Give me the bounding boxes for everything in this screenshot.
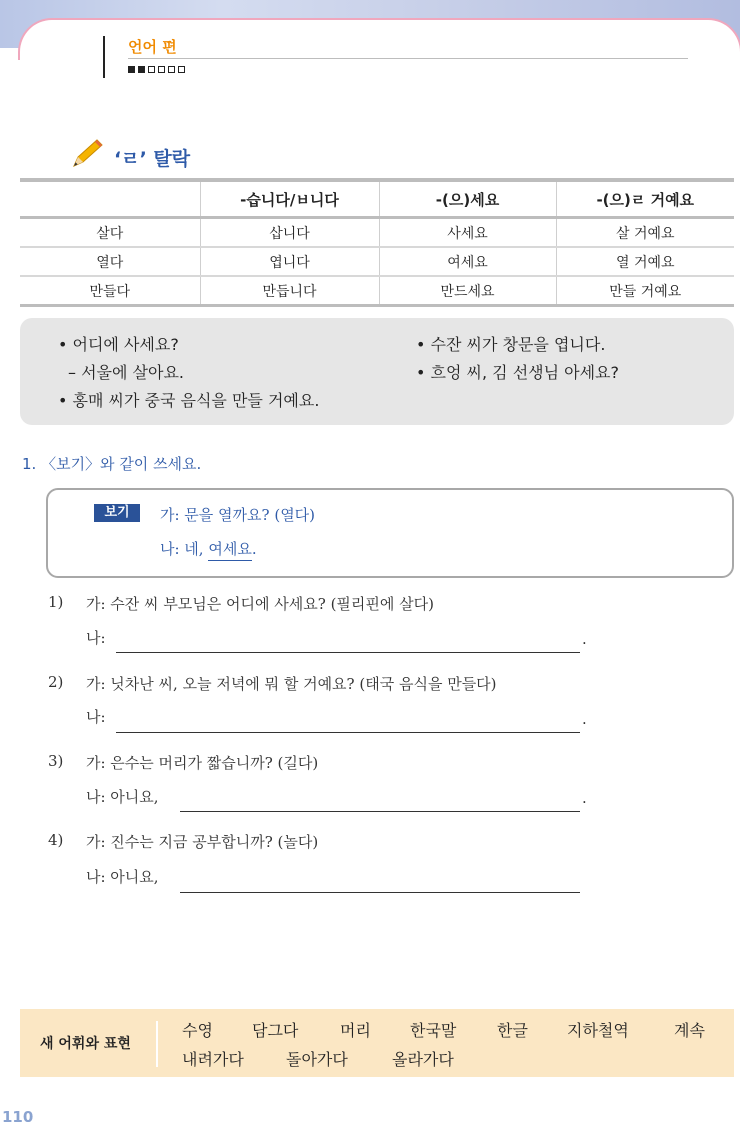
example-answer-line xyxy=(160,538,257,559)
table-cell: 여세요 xyxy=(379,247,556,276)
table-header-row xyxy=(20,180,734,218)
column-header: -(으)ㄹ 거예요 xyxy=(556,180,734,218)
vocab-word: 한국말 xyxy=(410,1021,457,1040)
item-end-mark: . xyxy=(582,789,587,807)
grammar-heading: ‘ㄹ’ 탈락 xyxy=(114,148,191,170)
vocab-word: 담그다 xyxy=(252,1021,299,1040)
progress-square xyxy=(128,66,135,73)
exercise-instruction: 1. 〈보기〉와 같이 쓰세요. xyxy=(22,455,202,473)
example-sentence: • 홍매 씨가 중국 음식을 만들 거예요. xyxy=(58,391,320,410)
table-cell: 살 거예요 xyxy=(556,218,734,248)
section-title: 언어 편 xyxy=(128,38,177,56)
page-number: 110 xyxy=(2,1108,34,1126)
item-question: 가: 진수는 지금 공부합니까? (놀다) xyxy=(86,833,319,851)
title-rule xyxy=(128,58,688,59)
item-answer-label: 나: 아니요, xyxy=(86,788,159,806)
column-header: -습니다/ㅂ니다 xyxy=(200,180,379,218)
progress-squares xyxy=(128,66,185,73)
item-end-mark: . xyxy=(582,710,587,728)
item-number: 2) xyxy=(48,673,64,691)
item-answer-label: 나: xyxy=(86,629,106,647)
column-header: -(으)세요 xyxy=(379,180,556,218)
item-number: 4) xyxy=(48,831,64,849)
vocab-word: 지하철역 xyxy=(567,1021,629,1040)
table-cell: 열다 xyxy=(20,247,200,276)
table-cell: 살다 xyxy=(20,218,200,248)
item-answer-label: 나: 아니요, xyxy=(86,868,159,886)
progress-square xyxy=(158,66,165,73)
example-box xyxy=(46,488,734,578)
example-sentence: • 흐엉 씨, 김 선생님 아세요? xyxy=(416,363,620,382)
vocab-word: 올라가다 xyxy=(392,1050,454,1069)
table-cell: 엽니다 xyxy=(200,247,379,276)
table-cell: 만듭니다 xyxy=(200,276,379,306)
table-cell: 만들다 xyxy=(20,276,200,306)
example-sentence: • 어디에 사세요? xyxy=(58,335,179,354)
header-divider xyxy=(103,36,105,78)
vocab-word: 머리 xyxy=(340,1021,371,1040)
example-question: 가: 문을 열까요? (열다) xyxy=(160,506,316,524)
answer-blank[interactable] xyxy=(180,811,580,812)
example-sentence: • 수잔 씨가 창문을 엽니다. xyxy=(416,335,606,354)
vocab-word: 돌아가다 xyxy=(286,1050,348,1069)
vocab-label: 새 어휘와 표현 xyxy=(40,1036,131,1052)
progress-square xyxy=(178,66,185,73)
example-sentences-box xyxy=(20,318,734,425)
vocab-word: 수영 xyxy=(182,1021,213,1040)
answer-blank[interactable] xyxy=(180,892,580,893)
new-vocabulary-box xyxy=(20,1009,734,1077)
page-card-body xyxy=(0,60,740,150)
vocab-divider xyxy=(156,1021,158,1067)
conjugation-table xyxy=(20,178,734,307)
answer-blank[interactable] xyxy=(116,732,580,733)
example-answer-prefix: 나: 네, xyxy=(160,540,209,558)
item-question: 가: 수잔 씨 부모님은 어디에 사세요? (필리핀에 살다) xyxy=(86,595,434,613)
table-row xyxy=(20,247,734,276)
progress-square xyxy=(168,66,175,73)
item-answer-label: 나: xyxy=(86,708,106,726)
table-row xyxy=(20,276,734,306)
pencil-icon xyxy=(70,138,104,168)
item-question: 가: 은수는 머리가 짧습니까? (길다) xyxy=(86,754,319,772)
item-question: 가: 닛차난 씨, 오늘 저녁에 뭐 할 거예요? (태국 음식을 만들다) xyxy=(86,675,497,693)
item-number: 3) xyxy=(48,752,64,770)
answer-blank[interactable] xyxy=(116,652,580,653)
example-sentence: – 서울에 살아요. xyxy=(68,363,184,382)
item-number: 1) xyxy=(48,593,64,611)
table-row xyxy=(20,218,734,248)
table-cell: 열 거예요 xyxy=(556,247,734,276)
progress-square xyxy=(148,66,155,73)
vocab-word: 내려가다 xyxy=(182,1050,244,1069)
example-answer-suffix: . xyxy=(251,540,257,558)
table-cell: 만드세요 xyxy=(379,276,556,306)
vocab-word: 계속 xyxy=(674,1021,705,1040)
column-header xyxy=(20,180,200,218)
table-cell: 삽니다 xyxy=(200,218,379,248)
example-answer: 여세요 xyxy=(208,540,251,561)
table-cell: 만들 거예요 xyxy=(556,276,734,306)
table-cell: 사세요 xyxy=(379,218,556,248)
progress-square xyxy=(138,66,145,73)
example-label: 보기 xyxy=(94,504,140,522)
item-end-mark: . xyxy=(582,630,587,648)
vocab-word: 한글 xyxy=(497,1021,528,1040)
